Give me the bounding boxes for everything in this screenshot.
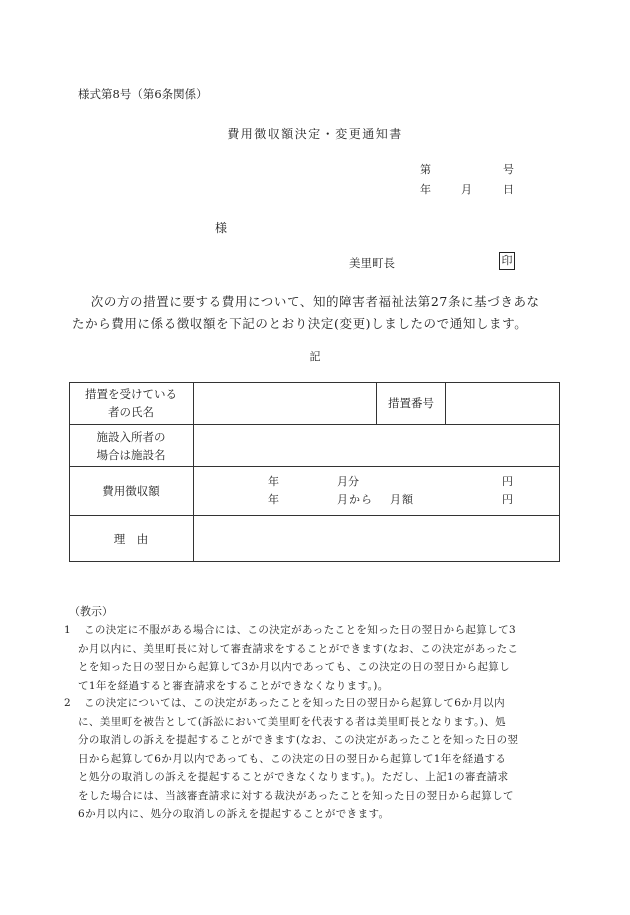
fee1-year: 年 — [268, 475, 279, 488]
info-table — [69, 382, 560, 562]
notice-item-2-line: この決定については、この決定があったことを知った日の翌日から起算して6か月以内 — [84, 697, 505, 709]
reason-field[interactable] — [194, 516, 560, 562]
issuer-name: 美里町長 — [349, 256, 395, 270]
notice-item-2-number: 2 — [64, 697, 71, 709]
notice-heading: （教示） — [69, 605, 113, 618]
date-day: 日 — [503, 183, 514, 196]
notice-item-1-line: とを知った日の翌日から起算して3か月以内であっても、この決定の日の翌日から起算し — [78, 661, 511, 673]
fee1-yen: 円 — [502, 475, 513, 488]
seal-stamp: 印 — [499, 252, 515, 270]
ki-heading: 記 — [309, 350, 321, 363]
doc-number-dai: 第 — [420, 163, 431, 176]
notice-item-1-line: この決定に不服がある場合には、この決定があったことを知った日の翌日から起算して3 — [84, 624, 517, 636]
doc-number-go: 号 — [503, 163, 514, 176]
facility-name-field[interactable] — [194, 425, 560, 466]
label-recipient-name-b: 者の氏名 — [108, 405, 154, 419]
notice-item-1 — [64, 621, 518, 695]
notice-item-2 — [64, 694, 518, 824]
fee2-yen: 円 — [502, 493, 513, 506]
label-facility-name — [69, 425, 193, 466]
measure-number-field[interactable] — [446, 382, 560, 424]
date-month: 月 — [461, 183, 472, 196]
fee2-month-from: 月から — [337, 493, 373, 506]
notice-item-2-line: と処分の取消しの訴えを提起することができなくなります。)。ただし、上記1の審査請求 — [78, 771, 509, 783]
fee2-year: 年 — [268, 493, 279, 506]
notice-item-2-line: 6か月以内に、処分の取消しの訴えを提起することができます。 — [78, 808, 390, 820]
label-reason: 理 由 — [113, 532, 149, 546]
recipient-name-field[interactable] — [194, 382, 376, 424]
notice-item-2-line: 日から起算して6か月以内であっても、この決定の日の翌日から起算して1年を経過する — [78, 752, 507, 765]
fee1-month: 月分 — [337, 475, 359, 488]
document-title: 費用徴収額決定・変更通知書 — [227, 127, 403, 141]
notice-item-2-line: をした場合には、当該審査請求に対する裁決があったことを知った日の翌日から起算して — [78, 789, 514, 802]
body-paragraph — [72, 291, 562, 335]
notice-item-1-line: て1年を経過すると審査請求をすることができなくなります。)。 — [78, 679, 389, 692]
label-measure-number: 措置番号 — [388, 396, 434, 410]
notice-item-1-number: 1 — [64, 624, 71, 636]
label-facility-name-a: 施設入所者の — [96, 429, 166, 444]
notice-item-2-line: 分の取消しの訴えを提起することができます(なお、この決定があったことを知った日の翌 — [78, 734, 519, 746]
label-recipient-name-a: 措置を受けている — [85, 387, 177, 401]
date-year: 年 — [420, 183, 431, 196]
notice-item-2-line: に、美里町を被告として(訴訟において美里町を代表する者は美里町長となります。)、処 — [78, 715, 507, 728]
label-recipient-name — [69, 382, 193, 424]
fee2-monthly: 月額 — [390, 493, 414, 506]
form-number: 様式第8号（第6条関係） — [78, 87, 208, 101]
body-line-2: たから費用に係る徴収額を下記のとおり決定(変更)しましたので通知します。 — [72, 316, 528, 331]
fee-amount-field[interactable] — [194, 467, 560, 515]
notice-item-1-line: か月以内に、美里町長に対して審査請求をすることができます(なお、この決定があったこ — [78, 642, 519, 655]
label-facility-name-b: 場合は施設名 — [96, 447, 166, 462]
addressee-honorific: 様 — [215, 221, 228, 235]
body-line-1: 次の方の措置に要する費用について、知的障害者福祉法第27条に基づきあな — [90, 294, 540, 309]
label-fee-amount: 費用徴収額 — [102, 484, 160, 498]
